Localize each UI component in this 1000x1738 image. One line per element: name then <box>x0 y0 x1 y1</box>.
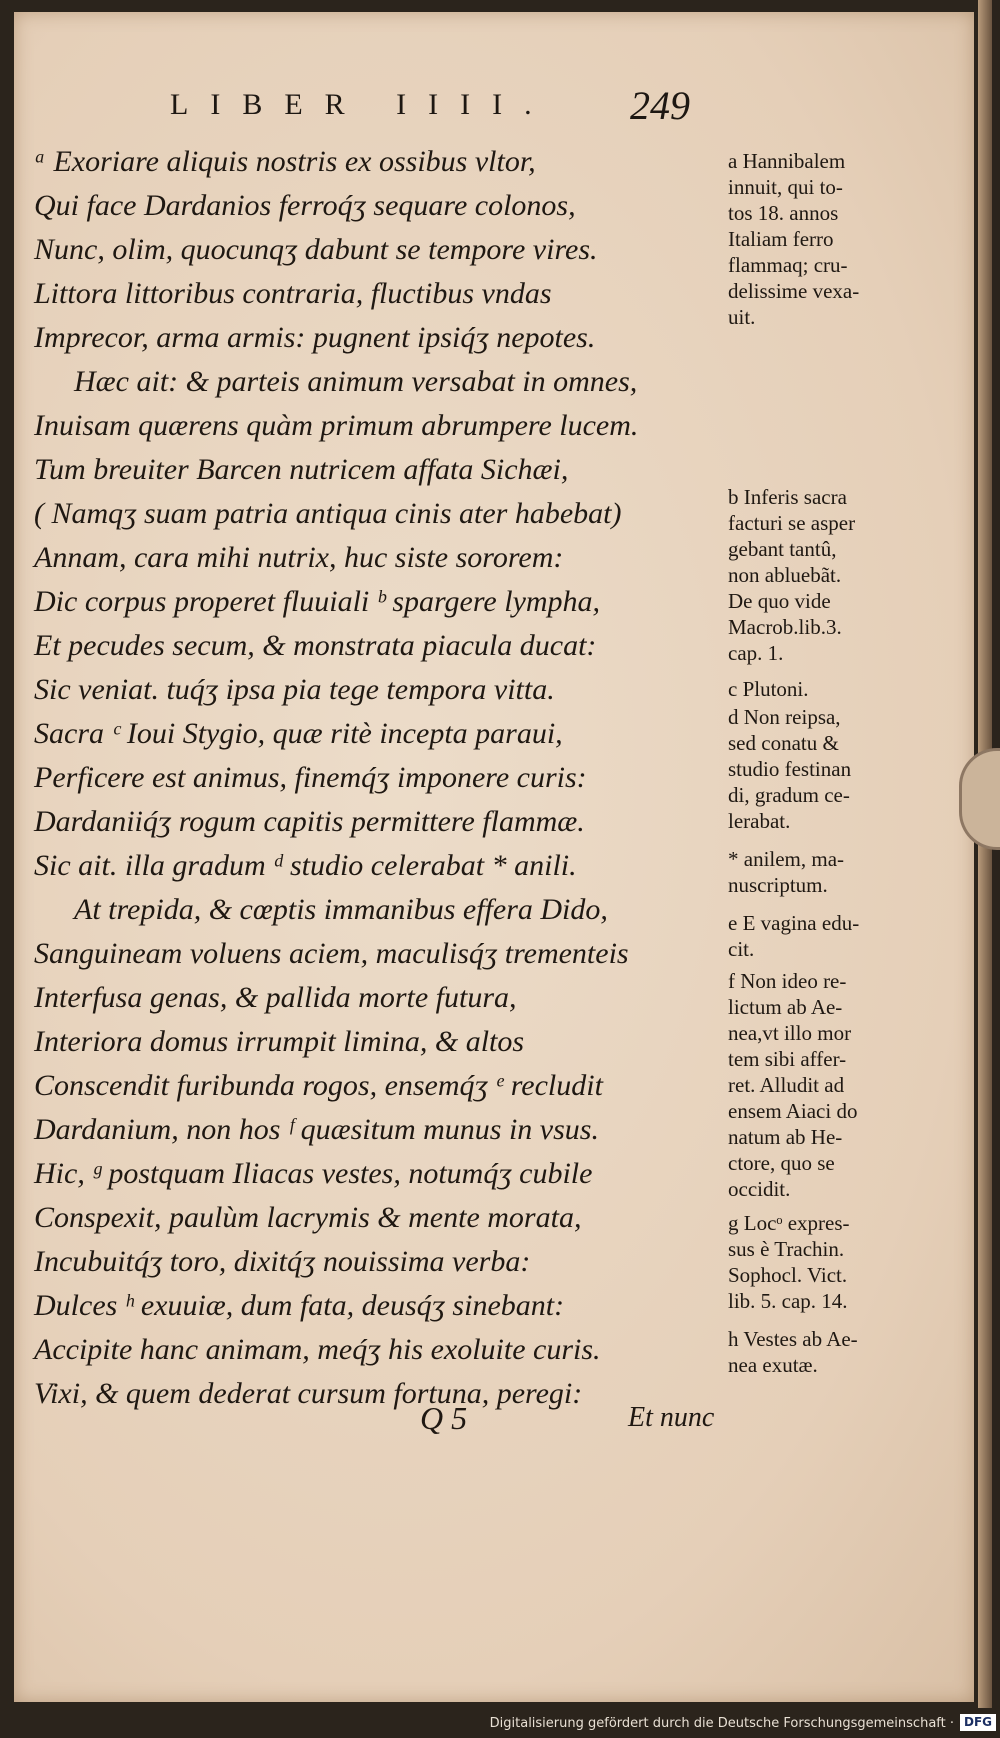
marginal-note-a <box>728 148 928 330</box>
page-footer <box>400 1400 720 1446</box>
note-line: facturi se asper <box>728 511 856 535</box>
verse-line: Interfusa genas, & pallida morte futura, <box>34 981 517 1014</box>
running-head <box>170 84 730 132</box>
verse-line: Hic, ᵍ postquam Iliacas vestes, notumq́ʒ cubile <box>34 1157 593 1190</box>
note-line: tos 18. annos <box>728 201 839 225</box>
verse-line: Hæc ait: & parteis animum versabat in omnes, <box>74 365 638 398</box>
note-line: di, gradum ce- <box>728 783 850 807</box>
note-line: * anilem, ma- <box>728 847 845 871</box>
verse-line: Interiora domus irrumpit limina, & altos <box>34 1025 525 1058</box>
note-line: nea,vt illo mor <box>728 1021 852 1045</box>
note-line: g Locᵒ expres- <box>728 1211 850 1235</box>
verse-line: Dulces ʰ exuuiæ, dum fata, deusq́ʒ sinebant: <box>34 1289 565 1322</box>
verse-line: Et pecudes secum, & monstrata piacula ducat: <box>34 629 597 662</box>
note-line: lictum ab Ae- <box>728 995 843 1019</box>
note-line: sus è Trachin. <box>728 1237 845 1261</box>
note-line: c Plutoni. <box>728 677 809 701</box>
note-line: tem sibi affer- <box>728 1047 847 1071</box>
page-number: 249 <box>630 83 690 128</box>
verse-line: ( Namqʒ suam patria antiqua cinis ater habebat) <box>34 497 622 530</box>
verse-line: At trepida, & cœptis immanibus effera Dido, <box>74 893 608 926</box>
credit-bar <box>0 1708 1000 1738</box>
note-line: Macrob.lib.3. <box>728 615 842 639</box>
catchword: Et nunc <box>628 1402 715 1433</box>
note-line: lib. 5. cap. 14. <box>728 1289 848 1313</box>
note-line: h Vestes ab Ae- <box>728 1327 858 1351</box>
note-line: delissime vexa- <box>728 279 860 303</box>
verse-line: Accipite hanc animam, meq́ʒ his exoluite curis. <box>34 1333 601 1366</box>
note-line: ensem Aiaci do <box>728 1099 858 1123</box>
book-edge <box>978 0 992 1738</box>
note-line: lerabat. <box>728 809 791 833</box>
note-line: Italiam ferro <box>728 227 834 251</box>
note-line: ret. Alludit ad <box>728 1073 845 1097</box>
note-line: sed conatu & <box>728 731 839 755</box>
marginal-note-g <box>728 1210 928 1314</box>
verse-line: Perficere est animus, finemq́ʒ imponere curis: <box>34 761 587 794</box>
verse-line: Vixi, & quem dederat cursum fortuna, peregi: <box>34 1377 583 1410</box>
funding-credit: Digitalisierung gefördert durch die Deutsche Forschungsgemeinschaft · <box>489 1716 954 1731</box>
verse-line: Conspexit, paulùm lacrymis & mente morata, <box>34 1201 582 1234</box>
signature-mark: Q 5 <box>420 1400 468 1436</box>
note-line: e E vagina edu- <box>728 911 860 935</box>
note-line: De quo vide <box>728 589 831 613</box>
verse-line: Sic ait. illa gradum ᵈ studio celerabat * anili. <box>34 849 577 882</box>
marginal-note-f <box>728 968 928 1202</box>
marginal-note-b <box>728 484 928 666</box>
verse-line: Conscendit furibunda rogos, ensemq́ʒ ᵉ recludit <box>34 1069 603 1102</box>
verse-line: Qui face Dardanios ferroq́ʒ sequare colonos, <box>34 189 576 222</box>
note-line: ctore, quo se <box>728 1151 835 1175</box>
verse-line: Tum breuiter Barcen nutricem affata Sichæi, <box>34 453 569 486</box>
marginal-note-asterisk <box>728 846 928 898</box>
verse-line: Imprecor, arma armis: pugnent ipsiq́ʒ nepotes. <box>34 321 596 354</box>
note-line: gebant tantû, <box>728 537 837 561</box>
note-line: cap. 1. <box>728 641 784 665</box>
verse-column <box>34 140 734 1416</box>
marginal-note-c <box>728 676 928 702</box>
note-line: d Non reipsa, <box>728 705 841 729</box>
verse-line: Sic veniat. tuq́ʒ ipsa pia tege tempora vitta. <box>34 673 555 706</box>
verse-line: Sanguineam voluens aciem, maculisq́ʒ trementeis <box>34 937 629 970</box>
note-line: b Inferis sacra <box>728 485 847 509</box>
note-line: f Non ideo re- <box>728 969 847 993</box>
note-line: a Hannibalem <box>728 149 846 173</box>
note-line: natum ab He- <box>728 1125 843 1149</box>
marginal-note-h <box>728 1326 928 1378</box>
marginal-note-d <box>728 704 928 834</box>
note-line: cit. <box>728 937 755 961</box>
verse-line: Littora littoribus contraria, fluctibus vndas <box>34 277 552 310</box>
dfg-logo-icon: DFG <box>960 1714 996 1731</box>
note-line: studio festinan <box>728 757 852 781</box>
running-head-title: LIBER IIII. <box>170 88 554 121</box>
verse-line: Dic corpus properet fluuiali ᵇ spargere lympha, <box>34 585 601 618</box>
note-line: occidit. <box>728 1177 791 1201</box>
verse-line: Annam, cara mihi nutrix, huc siste sororem: <box>34 541 564 574</box>
note-line: flammaq; cru- <box>728 253 848 277</box>
verse-line: ᵃ Exoriare aliquis nostris ex ossibus vltor, <box>34 145 536 178</box>
note-line: nuscriptum. <box>728 873 828 897</box>
note-line: uit. <box>728 305 756 329</box>
verse-line: Dardaniiq́ʒ rogum capitis permittere flammæ. <box>34 805 585 838</box>
note-line: Sophocl. Vict. <box>728 1263 848 1287</box>
verse-line: Dardanium, non hos ᶠ quæsitum munus in vsus. <box>34 1113 599 1146</box>
note-line: nea exutæ. <box>728 1353 818 1377</box>
verse-line: Sacra ᶜ Ioui Stygio, quæ ritè incepta paraui, <box>34 717 563 750</box>
verse-line: Incubuitq́ʒ toro, dixitq́ʒ nouissima verba: <box>34 1245 531 1278</box>
note-line: innuit, qui to- <box>728 175 843 199</box>
verse-line: Inuisam quærens quàm primum abrumpere lucem. <box>34 409 639 442</box>
note-line: non abluebãt. <box>728 563 842 587</box>
marginal-note-e <box>728 910 928 962</box>
verse-line: Nunc, olim, quocunqʒ dabunt se tempore vires. <box>34 233 598 266</box>
